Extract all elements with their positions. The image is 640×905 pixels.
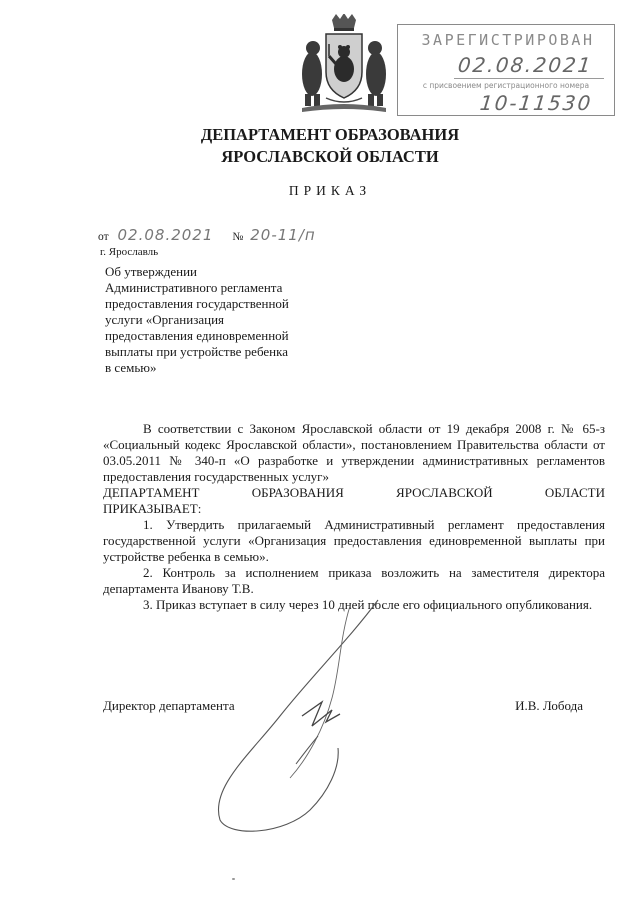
preamble-paragraph: В соответствии с Законом Ярославской области от 19 декабря 2008 г. № 65-з «Социальный кодекс Ярославской области», постановлением Правительства области от 03.05.2011 № 340-п «О разработке и утверждении административных регламентов предоставления государственных услуг» — [103, 421, 605, 484]
stamp-number: 10-11530 — [478, 91, 594, 115]
scan-speck — [232, 878, 235, 880]
number-label: № — [232, 231, 244, 243]
order-word: ЯРОСЛАВСКОЙ — [396, 485, 493, 500]
order-item-2: 2. Контроль за исполнением приказа возложить на заместителя директора департамента Иванову Т.В. — [103, 565, 605, 596]
subject-line: услуги «Организация — [105, 312, 224, 327]
subject-line: Административного регламента — [105, 280, 283, 295]
handwritten-signature — [190, 598, 380, 838]
document-type: ПРИКАЗ — [288, 183, 372, 198]
document-body — [103, 421, 605, 613]
order-verb: ПРИКАЗЫВАЕТ: — [103, 501, 202, 516]
organization-name — [150, 124, 510, 168]
date-number-line — [98, 226, 316, 244]
signatory-title: Директор департамента — [103, 698, 235, 713]
registration-stamp — [397, 24, 615, 116]
subject-line: выплаты при устройстве ребенка — [105, 344, 289, 359]
subject-line: в семью» — [105, 360, 157, 375]
stamp-divider — [454, 78, 604, 79]
order-word: ОБРАЗОВАНИЯ — [251, 485, 344, 500]
org-line-1: ДЕПАРТАМЕНТ ОБРАЗОВАНИЯ — [200, 125, 460, 144]
subject-block — [105, 264, 325, 376]
order-item-3: 3. Приказ вступает в силу через 10 дней после его официального опубликования. — [143, 597, 593, 612]
order-authority-line — [103, 485, 605, 501]
subject-line: предоставления единовременной — [105, 328, 289, 343]
coat-of-arms-emblem — [296, 14, 392, 116]
stamp-title: ЗАРЕГИСТРИРОВАН — [421, 31, 595, 49]
subject-line: предоставления государственной — [105, 296, 289, 311]
number-handwritten: 20-11/п — [250, 226, 316, 244]
date-label: от — [98, 231, 109, 243]
order-word: ОБЛАСТИ — [544, 485, 605, 500]
subject-line: Об утверждении — [105, 264, 198, 279]
order-item-1: 1. Утвердить прилагаемый Административный регламент предоставления государственной услуги «Организация предоставления единовременной выплаты при устройстве ребенка в семью». — [103, 517, 605, 564]
city: г. Ярославль — [100, 246, 159, 258]
date-handwritten: 02.08.2021 — [117, 226, 214, 244]
order-word: ДЕПАРТАМЕНТ — [103, 485, 200, 500]
org-line-2: ЯРОСЛАВСКОЙ ОБЛАСТИ — [221, 147, 439, 166]
stamp-date: 02.08.2021 — [456, 53, 594, 77]
stamp-caption: с присвоением регистрационного номера — [422, 81, 590, 90]
signatory-name: И.В. Лобода — [515, 698, 583, 713]
